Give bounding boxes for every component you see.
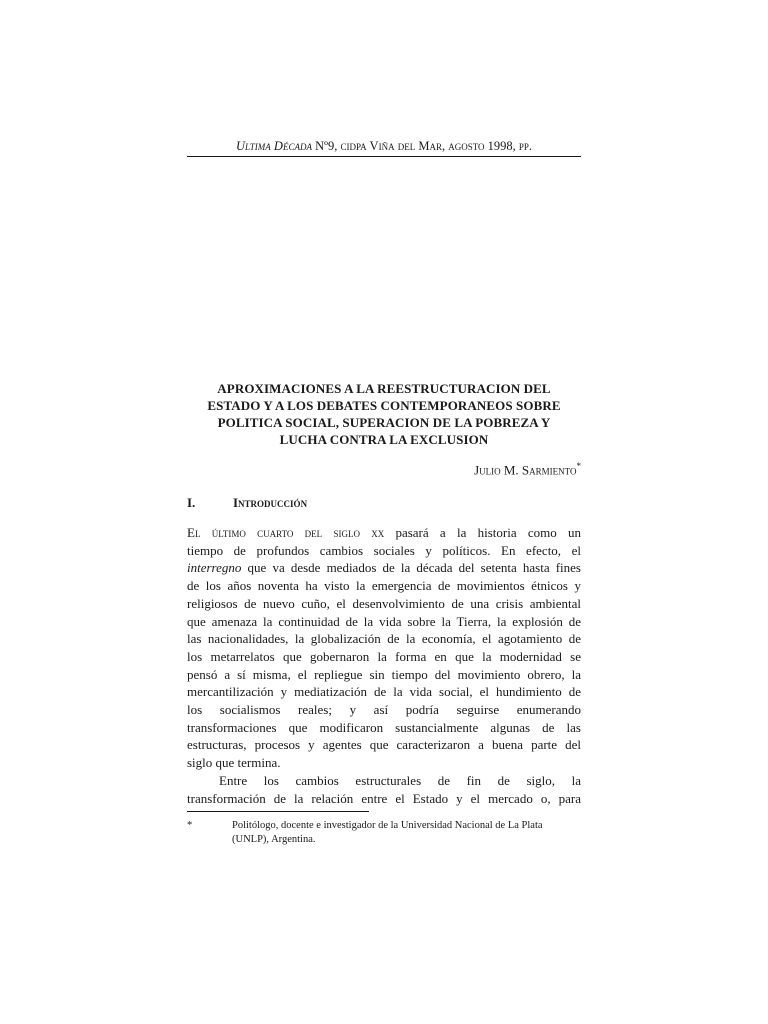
body-line: transformaciones que modificaron sustancialmente algunas de las: [187, 719, 581, 735]
author-byline: [187, 461, 581, 478]
section-title: Introducción: [233, 495, 308, 510]
body-line: [187, 559, 581, 577]
body-line: de los años noventa ha visto la emergencia de movimientos étnicos y: [187, 578, 581, 594]
footnote-rule: [187, 811, 369, 812]
body-line: tiempo de profundos cambios sociales y políticos. En efecto, el: [187, 542, 581, 558]
footnote-line: Politólogo, docente e investigador de la Universidad Nacional de La Plata: [232, 820, 543, 831]
body-line: las nacionalidades, la globalización de la economía, el agotamiento de: [187, 631, 581, 647]
body-line: los metarrelatos que gobernaron la forma en que la modernidad se: [187, 648, 581, 664]
author-footnote-mark: *: [576, 461, 581, 471]
body-text: [187, 524, 581, 807]
body-line: estructuras, procesos y agentes que caracterizaron a buena parte del: [187, 737, 581, 753]
body-line: religiosos de nuevo cuño, el desenvolvimiento de una crisis ambiental: [187, 595, 581, 611]
running-header: [187, 139, 581, 157]
title-line: APROXIMACIONES A LA REESTRUCTURACION DEL: [217, 381, 551, 396]
title-line: LUCHA CONTRA LA EXCLUSION: [279, 432, 489, 447]
article-title: [187, 380, 581, 448]
body-line: [187, 524, 581, 542]
body-line: siglo que termina.: [187, 755, 281, 771]
body-line: los socialismos reales; y así podría seguirse enumerando: [187, 702, 581, 718]
footnote-mark: *: [187, 820, 193, 831]
title-line: ESTADO Y A LOS DEBATES CONTEMPORANEOS SOBRE: [207, 398, 561, 413]
author-name: Julio M. Sarmiento: [474, 462, 577, 478]
footnote-text: [232, 819, 581, 847]
body-line: transformación de la relación entre el Estado y el mercado o, para: [187, 790, 581, 806]
body-line-text: que va desde mediados de la década del setenta hasta fines: [241, 560, 581, 576]
section-number: I.: [187, 495, 196, 510]
footnote: [187, 819, 581, 847]
italic-term: interregno: [187, 560, 242, 576]
body-line: mercantilización y mediatización de la vida social, el hundimiento de: [187, 684, 581, 700]
footnote-line: (UNLP), Argentina.: [232, 834, 316, 845]
body-line-text: pasará a la historia como un: [384, 525, 581, 540]
title-line: POLITICA SOCIAL, SUPERACION DE LA POBREZA Y: [217, 415, 551, 430]
opening-small-caps: El último cuarto del siglo xx: [187, 525, 385, 540]
journal-name: Ultima Década: [235, 139, 312, 153]
body-line: pensó a sí misma, el repliegue sin tiempo del movimiento obrero, la: [187, 666, 581, 682]
issue-info: Nº9, cidpa Viña del Mar, agosto 1998, pp.: [311, 139, 533, 153]
body-line: Entre los cambios estructurales de fin de siglo, la: [219, 772, 581, 788]
body-line: que amenaza la continuidad de la vida sobre la Tierra, la explosión de: [187, 613, 581, 629]
section-heading: [187, 495, 581, 511]
